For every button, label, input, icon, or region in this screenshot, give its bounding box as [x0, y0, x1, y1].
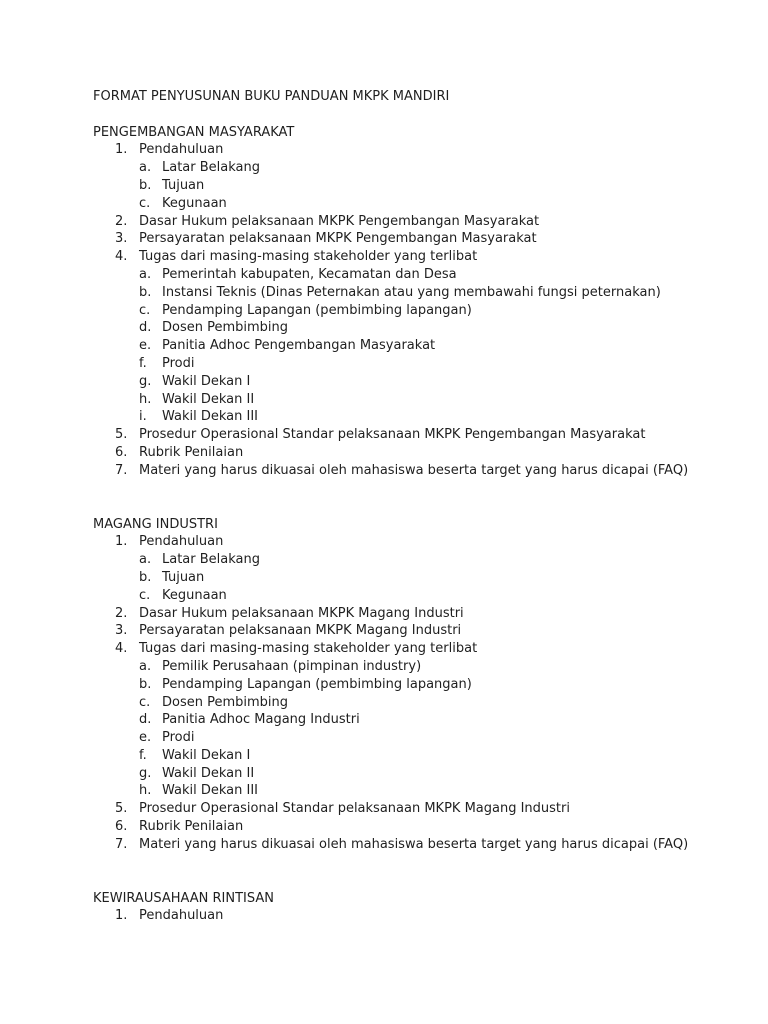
- lettered-sub-item: [93, 729, 733, 747]
- sub-item-letter: c.: [139, 195, 151, 211]
- sub-item-text: Prodi: [162, 730, 195, 746]
- section: [93, 890, 733, 926]
- lettered-sub-item: [93, 319, 733, 337]
- list-number: 7.: [115, 836, 128, 852]
- list-number: 5.: [115, 801, 128, 817]
- lettered-sub-item: [93, 551, 733, 569]
- list-item-text: Dasar Hukum pelaksanaan MKPK Pengembangan Masyarakat: [139, 213, 540, 229]
- sub-item-text: Tujuan: [162, 569, 205, 585]
- sub-item-text: Wakil Dekan I: [162, 373, 251, 389]
- numbered-list-item: [93, 907, 733, 925]
- list-item-text: Pendahuluan: [139, 142, 224, 158]
- lettered-sub-item: [93, 587, 733, 605]
- list-item-text: Pendahuluan: [139, 908, 224, 924]
- sub-item-letter: a.: [139, 552, 152, 568]
- sub-item-text: Panitia Adhoc Magang Industri: [162, 712, 360, 728]
- numbered-list-item: [93, 462, 733, 480]
- list-item-text: Rubrik Penilaian: [139, 444, 244, 460]
- list-item-text: Tugas dari masing-masing stakeholder yang terlibat: [139, 641, 478, 657]
- numbered-list-item: [93, 230, 733, 248]
- numbered-list-item: [93, 444, 733, 462]
- sub-item-text: Pendamping Lapangan (pembimbing lapangan): [162, 676, 472, 692]
- list-number: 7.: [115, 462, 128, 478]
- lettered-sub-item: [93, 159, 733, 177]
- list-number: 2.: [115, 605, 128, 621]
- sub-item-letter: f.: [139, 747, 147, 763]
- numbered-list-item: [93, 622, 733, 640]
- lettered-sub-item: [93, 569, 733, 587]
- numbered-list-item: [93, 533, 733, 551]
- spacer: [93, 106, 733, 124]
- lettered-sub-item: [93, 676, 733, 694]
- sub-item-letter: b.: [139, 177, 152, 193]
- list-item-text: Tugas dari masing-masing stakeholder yang terlibat: [139, 249, 478, 265]
- lettered-sub-item: [93, 658, 733, 676]
- list-number: 1.: [115, 908, 128, 924]
- sub-item-text: Prodi: [162, 355, 195, 371]
- lettered-sub-item: [93, 747, 733, 765]
- list-item-text: Persayaratan pelaksanaan MKPK Pengembangan Masyarakat: [139, 231, 537, 247]
- list-item-text: Rubrik Penilaian: [139, 819, 244, 835]
- sub-item-letter: b.: [139, 676, 152, 692]
- sub-item-letter: a.: [139, 658, 152, 674]
- list-number: 5.: [115, 427, 128, 443]
- sub-item-text: Pemilik Perusahaan (pimpinan industry): [162, 658, 422, 674]
- numbered-list-item: [93, 426, 733, 444]
- sub-item-letter: h.: [139, 783, 152, 799]
- numbered-list-item: [93, 605, 733, 623]
- numbered-list-item: [93, 213, 733, 231]
- list-number: 4.: [115, 249, 128, 265]
- sub-item-text: Pemerintah kabupaten, Kecamatan dan Desa: [162, 266, 457, 282]
- lettered-sub-item: [93, 337, 733, 355]
- sub-item-letter: f.: [139, 355, 147, 371]
- list-item-text: Materi yang harus dikuasai oleh mahasiswa beserta target yang harus dicapai (FAQ): [139, 836, 689, 852]
- list-item-text: Dasar Hukum pelaksanaan MKPK Magang Industri: [139, 605, 464, 621]
- list-item-text: Materi yang harus dikuasai oleh mahasiswa beserta target yang harus dicapai (FAQ): [139, 462, 689, 478]
- sub-item-text: Kegunaan: [162, 587, 227, 603]
- sub-item-letter: c.: [139, 694, 151, 710]
- list-item-text: Pendahuluan: [139, 534, 224, 550]
- list-number: 3.: [115, 623, 128, 639]
- list-number: 3.: [115, 231, 128, 247]
- document-title: FORMAT PENYUSUNAN BUKU PANDUAN MKPK MANDIRI: [93, 89, 450, 104]
- section-spacer: [93, 480, 733, 516]
- document-body: [93, 88, 733, 925]
- sub-item-letter: c.: [139, 302, 151, 318]
- lettered-sub-item: [93, 711, 733, 729]
- sub-item-letter: e.: [139, 730, 152, 746]
- sub-item-text: Latar Belakang: [162, 160, 261, 176]
- sections-container: [93, 124, 733, 926]
- sub-item-text: Wakil Dekan III: [162, 783, 259, 799]
- numbered-list-item: [93, 800, 733, 818]
- section-heading: PENGEMBANGAN MASYARAKAT: [93, 124, 295, 140]
- lettered-sub-item: [93, 694, 733, 712]
- list-number: 6.: [115, 819, 128, 835]
- sub-item-text: Pendamping Lapangan (pembimbing lapangan): [162, 302, 472, 318]
- lettered-sub-item: [93, 373, 733, 391]
- sub-item-text: Latar Belakang: [162, 552, 261, 568]
- list-number: 6.: [115, 444, 128, 460]
- list-number: 1.: [115, 142, 128, 158]
- sub-item-text: Dosen Pembimbing: [162, 694, 289, 710]
- lettered-sub-item: [93, 391, 733, 409]
- sub-item-letter: a.: [139, 266, 152, 282]
- section: [93, 516, 733, 854]
- lettered-sub-item: [93, 284, 733, 302]
- lettered-sub-item: [93, 266, 733, 284]
- numbered-list-item: [93, 248, 733, 266]
- numbered-list-item: [93, 818, 733, 836]
- lettered-sub-item: [93, 408, 733, 426]
- sub-item-text: Wakil Dekan II: [162, 391, 255, 407]
- list-item-text: Persayaratan pelaksanaan MKPK Magang Industri: [139, 623, 462, 639]
- sub-item-letter: b.: [139, 284, 152, 300]
- list-item-text: Prosedur Operasional Standar pelaksanaan MKPK Pengembangan Masyarakat: [139, 427, 646, 443]
- sub-item-letter: b.: [139, 569, 152, 585]
- sub-item-text: Kegunaan: [162, 195, 227, 211]
- sub-item-letter: g.: [139, 765, 152, 781]
- sub-item-letter: c.: [139, 587, 151, 603]
- numbered-list-item: [93, 836, 733, 854]
- sub-item-letter: a.: [139, 160, 152, 176]
- sub-item-text: Wakil Dekan I: [162, 747, 251, 763]
- sub-item-text: Panitia Adhoc Pengembangan Masyarakat: [162, 338, 436, 354]
- lettered-sub-item: [93, 355, 733, 373]
- sub-item-text: Dosen Pembimbing: [162, 320, 289, 336]
- numbered-list-item: [93, 141, 733, 159]
- list-number: 1.: [115, 534, 128, 550]
- sub-item-letter: g.: [139, 373, 152, 389]
- lettered-sub-item: [93, 177, 733, 195]
- sub-item-letter: e.: [139, 338, 152, 354]
- sub-item-letter: i.: [139, 409, 147, 425]
- sub-item-letter: d.: [139, 320, 152, 336]
- lettered-sub-item: [93, 195, 733, 213]
- section-spacer: [93, 854, 733, 890]
- list-number: 2.: [115, 213, 128, 229]
- lettered-sub-item: [93, 765, 733, 783]
- sub-item-letter: h.: [139, 391, 152, 407]
- lettered-sub-item: [93, 302, 733, 320]
- sub-item-letter: d.: [139, 712, 152, 728]
- sub-item-text: Wakil Dekan III: [162, 409, 259, 425]
- list-item-text: Prosedur Operasional Standar pelaksanaan MKPK Magang Industri: [139, 801, 570, 817]
- section-heading: KEWIRAUSAHAAN RINTISAN: [93, 890, 274, 906]
- sub-item-text: Instansi Teknis (Dinas Peternakan atau yang membawahi fungsi peternakan): [162, 284, 661, 300]
- section: [93, 124, 733, 480]
- sub-item-text: Wakil Dekan II: [162, 765, 255, 781]
- lettered-sub-item: [93, 782, 733, 800]
- sub-item-text: Tujuan: [162, 177, 205, 193]
- section-heading: MAGANG INDUSTRI: [93, 516, 218, 532]
- numbered-list-item: [93, 640, 733, 658]
- list-number: 4.: [115, 641, 128, 657]
